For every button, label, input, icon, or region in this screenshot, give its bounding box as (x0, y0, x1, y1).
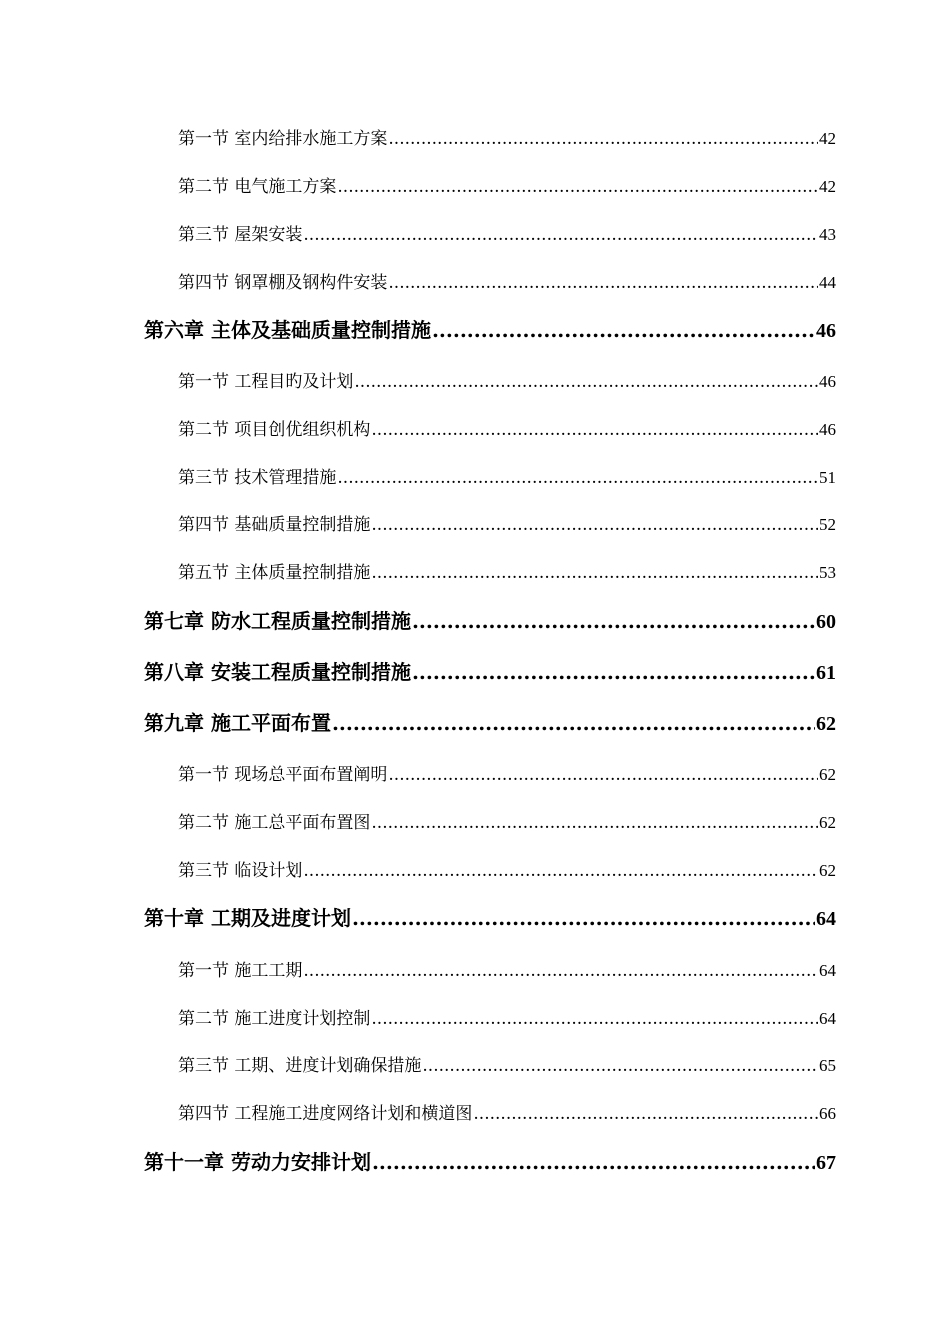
toc-chapter-entry[interactable] (144, 707, 836, 735)
toc-dot-leader (303, 861, 818, 880)
toc-section-entry[interactable] (178, 1099, 836, 1123)
toc-chapter-entry[interactable] (144, 314, 836, 342)
toc-section-entry[interactable] (178, 856, 836, 880)
toc-page-number: 67 (816, 1152, 836, 1174)
toc-section-entry[interactable] (178, 220, 836, 244)
toc-section-entry[interactable] (178, 172, 836, 196)
toc-page-number: 66 (819, 1104, 836, 1123)
toc-page-number: 64 (819, 1009, 836, 1028)
toc-section-entry[interactable] (178, 558, 836, 582)
toc-section-entry[interactable] (178, 510, 836, 534)
toc-page-number: 42 (819, 129, 836, 148)
toc-section-entry[interactable] (178, 1051, 836, 1075)
toc-dot-leader (371, 1009, 818, 1028)
toc-section-entry[interactable] (178, 808, 836, 832)
toc-entry-title: 第一节 施工工期 (178, 961, 303, 980)
toc-section-entry[interactable] (178, 367, 836, 391)
toc-page-number: 43 (819, 225, 836, 244)
toc-dot-leader (473, 1104, 818, 1123)
toc-entry-title: 第四节 钢罩棚及钢构件安装 (178, 273, 388, 292)
toc-page-number: 64 (819, 961, 836, 980)
toc-dot-leader (388, 273, 818, 292)
toc-entry-title: 第六章 主体及基础质量控制措施 (144, 318, 431, 342)
toc-entry-title: 第二节 施工进度计划控制 (178, 1009, 371, 1028)
toc-page-number: 52 (819, 515, 836, 534)
toc-page-number: 46 (816, 320, 836, 342)
toc-entry-title: 第一节 工程目旳及计划 (178, 372, 354, 391)
toc-dot-leader (371, 563, 818, 582)
toc-entry-title: 第二节 电气施工方案 (178, 177, 337, 196)
toc-entry-title: 第十一章 劳动力安排计划 (144, 1150, 371, 1174)
toc-dot-leader (388, 765, 818, 784)
toc-dot-leader (372, 1150, 815, 1174)
toc-entry-title: 第八章 安装工程质量控制措施 (144, 660, 411, 684)
toc-dot-leader (371, 515, 818, 534)
toc-section-entry[interactable] (178, 268, 836, 292)
toc-dot-leader (337, 468, 818, 487)
toc-page-number: 62 (816, 713, 836, 735)
toc-entry-title: 第三节 工期、进度计划确保措施 (178, 1056, 422, 1075)
toc-page-number: 46 (819, 372, 836, 391)
toc-dot-leader (371, 813, 818, 832)
toc-page-number: 62 (819, 861, 836, 880)
toc-section-entry[interactable] (178, 956, 836, 980)
toc-page-number: 51 (819, 468, 836, 487)
toc-page-number: 44 (819, 273, 836, 292)
toc-entry-title: 第七章 防水工程质量控制措施 (144, 609, 411, 633)
toc-entry-title: 第二节 施工总平面布置图 (178, 813, 371, 832)
toc-chapter-entry[interactable] (144, 902, 836, 930)
toc-page-number: 60 (816, 611, 836, 633)
toc-page-number: 62 (819, 765, 836, 784)
toc-entry-title: 第十章 工期及进度计划 (144, 906, 351, 930)
toc-section-entry[interactable] (178, 415, 836, 439)
toc-page-number: 64 (816, 908, 836, 930)
toc-dot-leader (371, 420, 818, 439)
toc-dot-leader (303, 961, 818, 980)
toc-section-entry[interactable] (178, 1004, 836, 1028)
toc-section-entry[interactable] (178, 124, 836, 148)
toc-dot-leader (303, 225, 818, 244)
toc-dot-leader (432, 318, 815, 342)
toc-dot-leader (422, 1056, 818, 1075)
toc-dot-leader (412, 609, 815, 633)
toc-dot-leader (332, 711, 815, 735)
toc-dot-leader (388, 129, 818, 148)
toc-section-entry[interactable] (178, 463, 836, 487)
toc-entry-title: 第五节 主体质量控制措施 (178, 563, 371, 582)
toc-entry-title: 第四节 工程施工进度网络计划和横道图 (178, 1104, 473, 1123)
toc-dot-leader (412, 660, 815, 684)
toc-dot-leader (337, 177, 818, 196)
toc-entry-title: 第三节 技术管理措施 (178, 468, 337, 487)
toc-section-entry[interactable] (178, 760, 836, 784)
toc-chapter-entry[interactable] (144, 656, 836, 684)
toc-entry-title: 第二节 项目创优组织机构 (178, 420, 371, 439)
toc-entry-title: 第三节 屋架安装 (178, 225, 303, 244)
toc-page-number: 61 (816, 662, 836, 684)
toc-entry-title: 第四节 基础质量控制措施 (178, 515, 371, 534)
toc-page-number: 53 (819, 563, 836, 582)
toc-entry-title: 第三节 临设计划 (178, 861, 303, 880)
toc-page-number: 65 (819, 1056, 836, 1075)
toc-entry-title: 第九章 施工平面布置 (144, 711, 331, 735)
toc-page-number: 42 (819, 177, 836, 196)
toc-page-number: 62 (819, 813, 836, 832)
toc-dot-leader (352, 906, 815, 930)
toc-page-number: 46 (819, 420, 836, 439)
toc-chapter-entry[interactable] (144, 1146, 836, 1174)
toc-entry-title: 第一节 现场总平面布置阐明 (178, 765, 388, 784)
toc-dot-leader (354, 372, 818, 391)
toc-chapter-entry[interactable] (144, 605, 836, 633)
toc-entry-title: 第一节 室内给排水施工方案 (178, 129, 388, 148)
